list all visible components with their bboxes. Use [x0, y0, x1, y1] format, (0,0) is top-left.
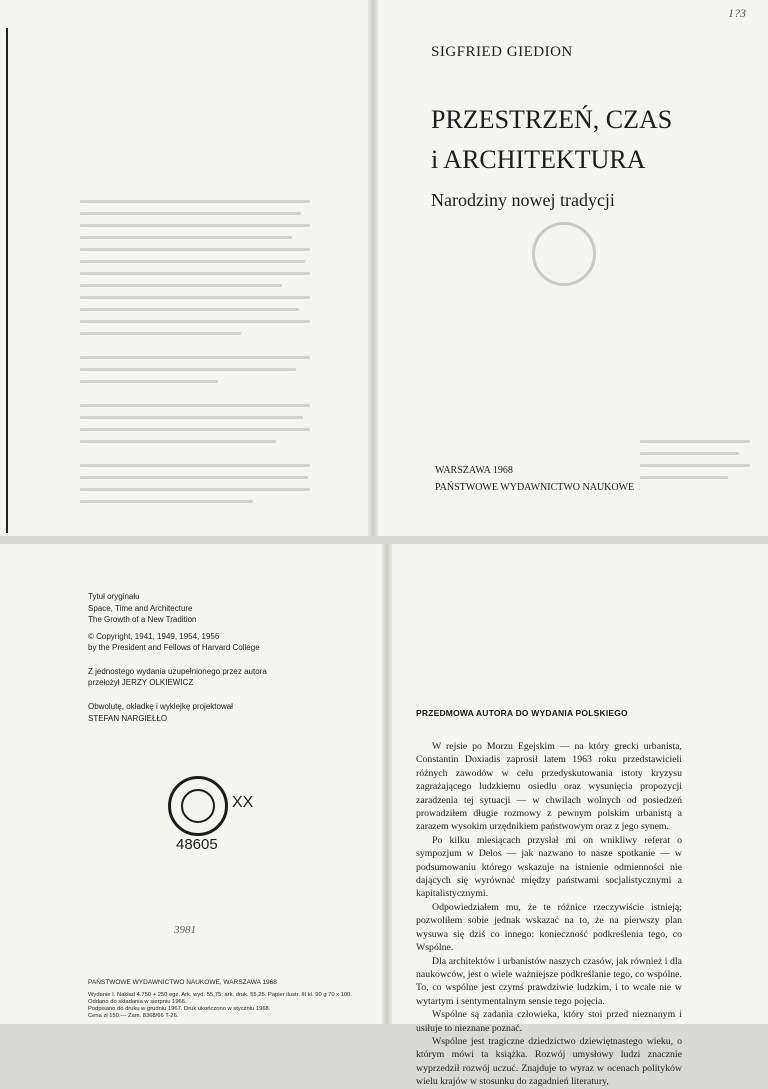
preface-heading: PRZEDMOWA AUTORA DO WYDANIA POLSKIEGO: [416, 708, 628, 718]
bottom-spread: [0, 544, 768, 1088]
stamp-mark: XX: [232, 794, 254, 811]
book-title: [431, 100, 672, 180]
book-gutter: [368, 0, 378, 536]
translation-line-2: przełożył JERZY OLKIEWICZ: [88, 678, 194, 687]
book-author: SIGFRIED GIEDION: [431, 44, 573, 60]
cover-line-1: Obwolutę, okładkę i wyklejkę projektował: [88, 702, 233, 711]
preface-paragraph: Po kilku miesiącach przysłał mi on wnikliwy referat o sympozjum w Delos — jak nazwano to nasze spotkanie — w podsumowaniu którego wskazuje na istnienie odmienności nie dających się wyrównać między państwami socjalistycznymi a kapitalistycznymi.: [416, 834, 682, 900]
faint-stamp-icon: [532, 222, 596, 286]
inventory-number: 48605: [176, 836, 218, 853]
print-detail-3: Podpisano do druku w grudniu 1967. Druk ukończono w styczniu 1968.: [88, 1006, 271, 1012]
publisher-footer: PAŃSTWOWE WYDAWNICTWO NAUKOWE, WARSZAWA 1968: [88, 979, 277, 986]
preface-paragraph: Odpowiedziałem mu, że te różnice rzeczywiście istnieją; pozwoliłem sobie jednak wskazać na to, że na pierwszy plan wysuwa się dziś co innego: konieczność podkreślenia tego, co Wspólne.: [416, 901, 682, 954]
library-stamp-icon: [168, 776, 228, 836]
preface-body: [416, 740, 682, 1089]
copyright-line-1: © Copyright, 1941, 1949, 1954, 1956: [88, 632, 220, 641]
print-detail-4: Cena zł 150.— Zam. 8368/66 T-26.: [88, 1013, 179, 1019]
copyright-line-2: by the President and Fellows of Harvard College: [88, 643, 260, 652]
top-spread: [0, 0, 768, 536]
library-stamp-center-icon: [181, 789, 215, 823]
title-line-2: i ARCHITEKTURA: [431, 145, 646, 174]
page-edge-shadow: [6, 28, 8, 533]
cover-line-2: STEFAN NARGIEŁŁO: [88, 714, 168, 723]
handwritten-mark: 1?3: [728, 6, 746, 20]
book-gutter-bottom: [382, 544, 392, 1024]
bleed-through-text-right: [640, 440, 750, 488]
bleed-through-text: [80, 200, 310, 512]
print-detail-2: Oddano do składania w sierpniu 1966.: [88, 999, 187, 1005]
translation-line-1: Z jednostego wydania uzupełnionego przez autora: [88, 667, 267, 676]
publisher-block: [435, 462, 634, 496]
preface-paragraph: Wspólne jest tragiczne dziedzictwo dziewiętnastego wieku, o którym mówi ta książka. Rozwój umysłowy ludzi znacznie wyprzedził rozwój uczuć. Znajduje to wyraz w ocenach polityków wielu krajów w stosunku do zagadnień literatury,: [416, 1035, 682, 1088]
preface-paragraph: Wspólne są zadania człowieka, który stoi przed nieznanym i usiłuje to nieznane poznać.: [416, 1009, 682, 1034]
publisher-name: PAŃSTWOWE WYDAWNICTWO NAUKOWE: [435, 482, 635, 493]
original-title-label: Tytuł oryginału: [88, 592, 140, 601]
title-line-1: PRZESTRZEŃ, CZAS: [431, 105, 673, 134]
original-title-line-1: Space, Time and Architecture: [88, 604, 193, 613]
place-year: WARSZAWA 1968: [435, 465, 513, 476]
preface-paragraph: Dla architektów i urbanistów naszych czasów, jak również i dla naukowców, jest o wiele ważniejsze podkreślanie tego, co wspólne. To, co wspólne jest czymś prawdziwie ludzkim, i to wcale nie w wytartym i sentymentalnym sensie tego pojęcia.: [416, 955, 682, 1007]
original-title-line-2: The Growth of a New Tradition: [88, 615, 197, 624]
print-detail-1: Wydanie I. Nakład 4.750 + 250 egz. Ark. wyd. 55,75; ark. druk. 55,25. Papier ilustr. III kl. 90 g 70 x 100.: [88, 992, 353, 998]
preface-paragraph: W rejsie po Morzu Egejskim — na który grecki urbanista, Constantin Doxiadis zaprosił latem 1963 roku przedstawicieli różnych zawodów w celu przedyskutowania istoty kryzysu zagrażającego ludzkiemu osiedlu oraz wysunięcia propozycji zaradzenia tej sytuacji — w chwilach wolnych od posiedzeń prowadziłem długie rozmowy z pewnym polskim urbanistą a zarazem wysokim urzędnikiem państwowym oraz z jego synem.: [416, 741, 682, 833]
book-subtitle: Narodziny nowej tradycji: [431, 190, 615, 210]
handwritten-note: 3981: [174, 924, 196, 936]
